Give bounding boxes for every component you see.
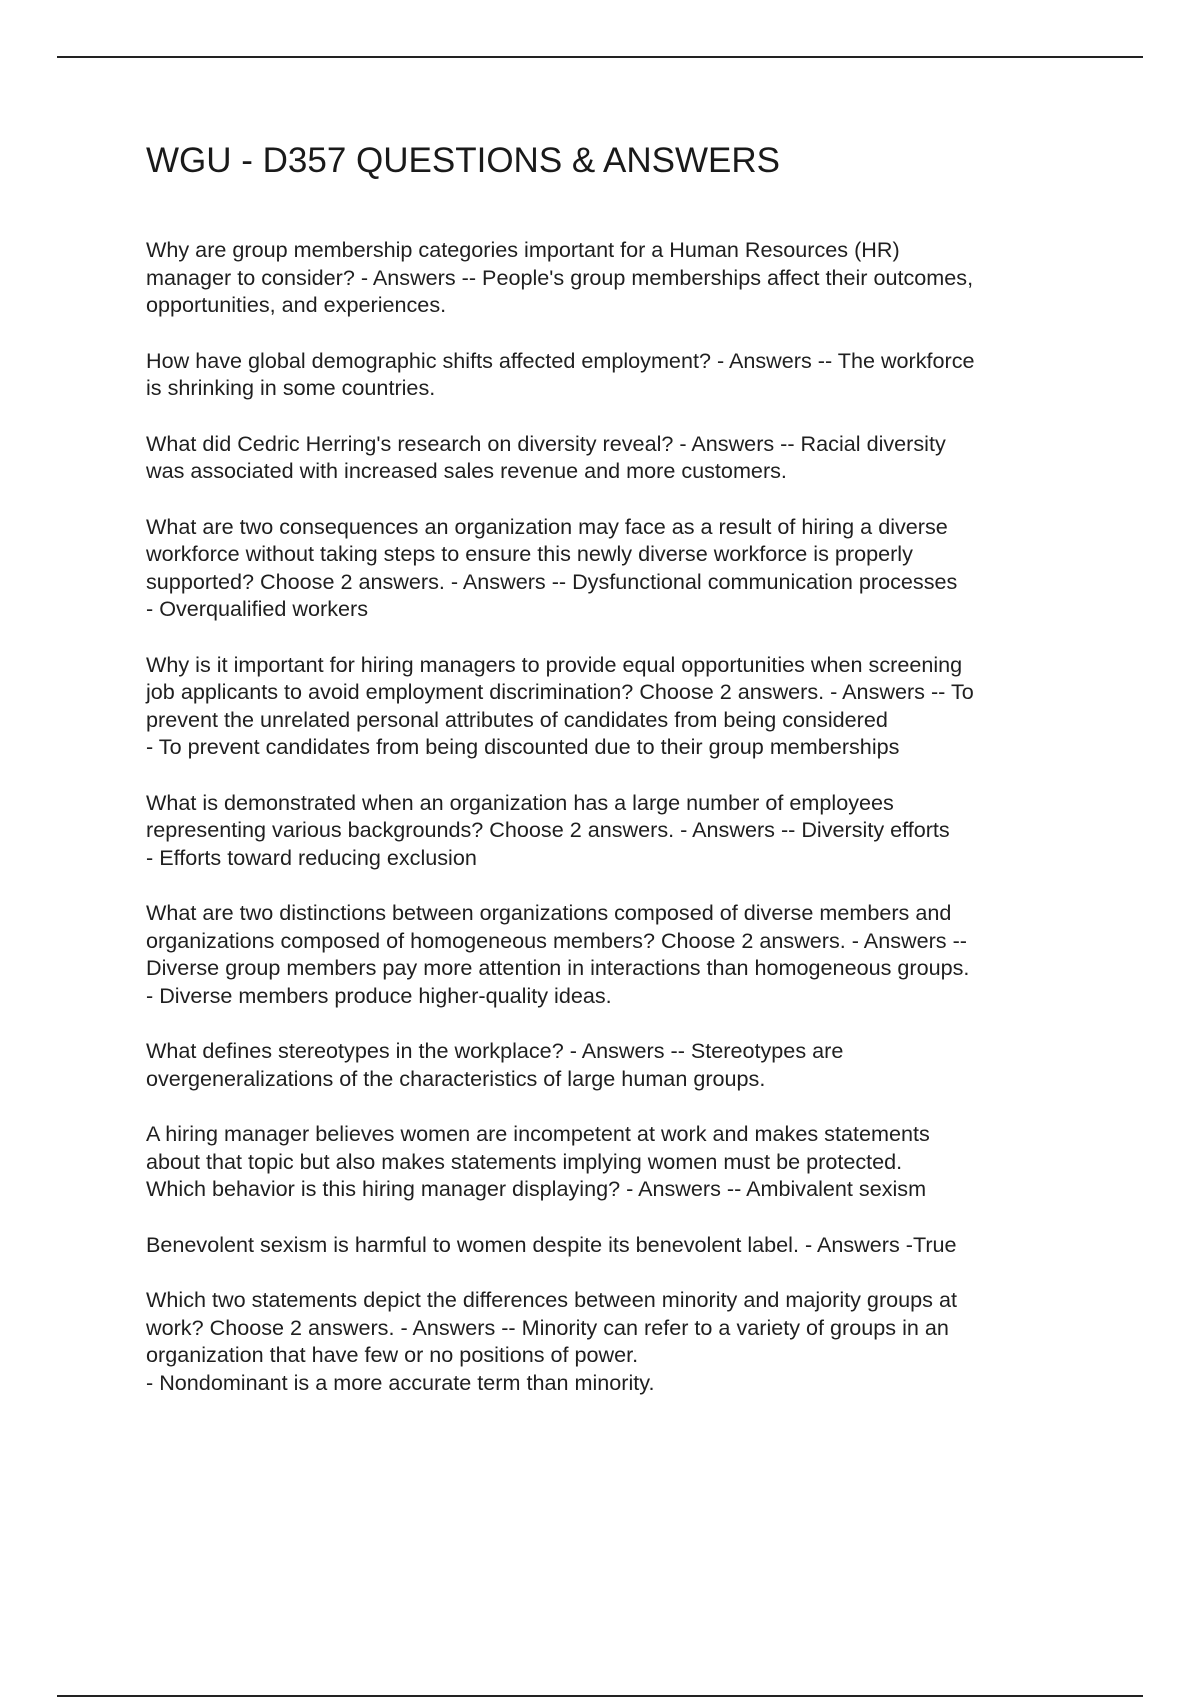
qa-line: - To prevent candidates from being discounted due to their group memberships	[146, 734, 900, 759]
qa-item	[146, 347, 1096, 402]
qa-line: Which behavior is this hiring manager displaying? - Answers -- Ambivalent sexism	[146, 1176, 927, 1201]
qa-line: job applicants to avoid employment discrimination? Choose 2 answers. - Answers -- To	[146, 679, 974, 704]
qa-line: How have global demographic shifts affected employment? - Answers -- The workforce	[146, 347, 975, 373]
qa-item	[146, 1037, 1096, 1092]
qa-line: workforce without taking steps to ensure this newly diverse workforce is properly	[146, 541, 913, 566]
qa-line: work? Choose 2 answers. - Answers -- Minority can refer to a variety of groups in an	[146, 1314, 949, 1340]
qa-line: - Efforts toward reducing exclusion	[146, 844, 477, 870]
qa-line: A hiring manager believes women are incompetent at work and makes statements	[146, 1121, 930, 1146]
qa-item	[146, 1120, 1096, 1203]
qa-line: What did Cedric Herring's research on diversity reveal? - Answers -- Racial diversity	[146, 430, 946, 456]
qa-line: What are two distinctions between organizations composed of diverse members and	[146, 900, 952, 925]
qa-item	[146, 899, 1096, 1009]
qa-line: What defines stereotypes in the workplace? - Answers -- Stereotypes are	[146, 1038, 844, 1063]
qa-line: overgeneralizations of the characteristics of large human groups.	[146, 1065, 766, 1091]
qa-item	[146, 651, 1096, 761]
qa-item	[146, 1231, 1096, 1259]
qa-line: Which two statements depict the differences between minority and majority groups at	[146, 1287, 957, 1312]
qa-line: manager to consider? - Answers -- People's group memberships affect their outcomes,	[146, 264, 974, 290]
qa-line: supported? Choose 2 answers. - Answers -- Dysfunctional communication processes	[146, 568, 958, 594]
qa-item	[146, 789, 1096, 872]
qa-line: opportunities, and experiences.	[146, 292, 447, 317]
qa-item	[146, 236, 1096, 319]
qa-line: prevent the unrelated personal attributes of candidates from being considered	[146, 706, 888, 732]
qa-line: - Overqualified workers	[146, 596, 369, 621]
qa-line: Why is it important for hiring managers to provide equal opportunities when screening	[146, 651, 963, 677]
qa-item	[146, 513, 1096, 623]
qa-item	[146, 430, 1096, 485]
top-divider	[57, 56, 1143, 58]
qa-line: Diverse group members pay more attention in interactions than homogeneous groups.	[146, 955, 970, 980]
document-title: WGU - D357 QUESTIONS & ANSWERS	[146, 141, 780, 180]
qa-line: is shrinking in some countries.	[146, 375, 436, 400]
qa-line: What are two consequences an organization may face as a result of hiring a diverse	[146, 513, 948, 539]
bottom-divider	[57, 1695, 1143, 1697]
qa-line: What is demonstrated when an organization has a large number of employees	[146, 789, 894, 815]
qa-line: organizations composed of homogeneous members? Choose 2 answers. - Answers --	[146, 927, 967, 953]
qa-line: Why are group membership categories important for a Human Resources (HR)	[146, 237, 900, 262]
qa-line: about that topic but also makes statements implying women must be protected.	[146, 1148, 903, 1174]
qa-line: - Diverse members produce higher-quality ideas.	[146, 982, 612, 1008]
qa-line: organization that have few or no positions of power.	[146, 1342, 639, 1367]
qa-line: representing various backgrounds? Choose 2 answers. - Answers -- Diversity efforts	[146, 817, 950, 842]
qa-item	[146, 1286, 1096, 1396]
qa-list	[146, 236, 1096, 1396]
qa-line: - Nondominant is a more accurate term than minority.	[146, 1369, 655, 1395]
document-body	[146, 140, 1096, 1424]
qa-line: Benevolent sexism is harmful to women despite its benevolent label. - Answers -True	[146, 1231, 957, 1257]
qa-line: was associated with increased sales revenue and more customers.	[146, 458, 787, 483]
